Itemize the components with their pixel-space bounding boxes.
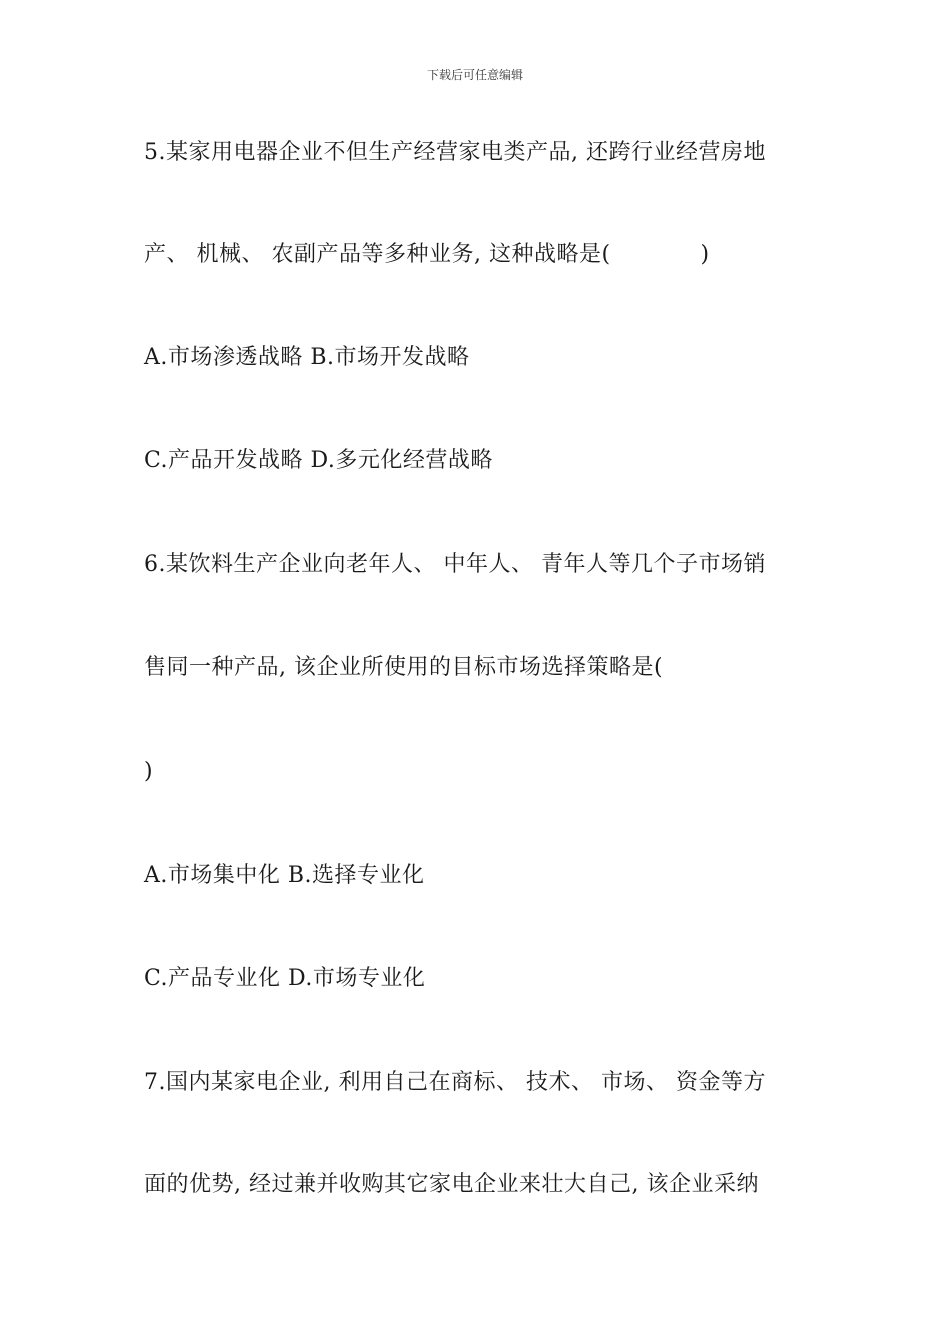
question-7-line-2: 面的优势, 经过兼并收购其它家电企业来壮大自己, 该企业采纳: [144, 1172, 759, 1197]
question-5-options-cd: C.产品开发战略 D.多元化经营战略: [144, 448, 493, 473]
question-5-options-ab: A.市场渗透战略 B.市场开发战略: [144, 345, 470, 370]
question-5-line-1: 5.某家用电器企业不但生产经营家电类产品, 还跨行业经营房地: [144, 140, 766, 165]
question-6-options-cd: C.产品专业化 D.市场专业化: [144, 966, 426, 991]
question-6-options-ab: A.市场集中化 B.选择专业化: [144, 863, 425, 888]
question-6-line-1: 6.某饮料生产企业向老年人、 中年人、 青年人等几个子市场销: [144, 552, 766, 577]
question-6-line-2: 售同一种产品, 该企业所使用的目标市场选择策略是(: [144, 655, 664, 680]
page-header: 下载后可任意编辑: [426, 68, 523, 82]
question-6-line-3: ): [144, 759, 154, 784]
question-7-line-1: 7.国内某家电企业, 利用自己在商标、 技术、 市场、 资金等方: [144, 1070, 766, 1095]
question-5-line-2: 产、 机械、 农副产品等多种业务, 这种战略是( ): [144, 242, 710, 267]
